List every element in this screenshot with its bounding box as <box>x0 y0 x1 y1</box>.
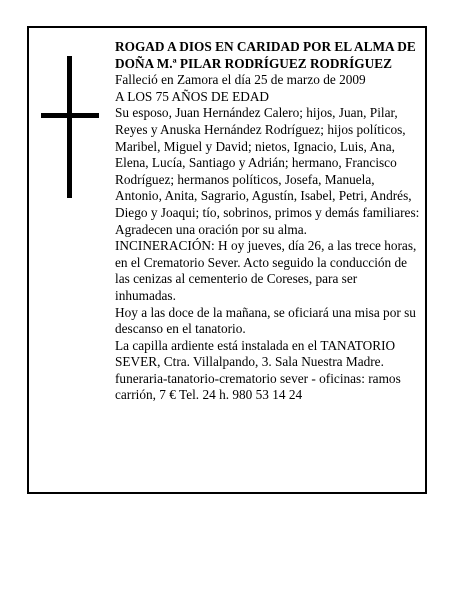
cross-vertical-bar <box>67 56 72 198</box>
prayer-line: Agradecen una oración por su alma. <box>115 221 307 237</box>
death-date-line: Falleció en Zamora el día 25 de marzo de 2009 <box>115 72 366 88</box>
family-paragraph: Su esposo, Juan Hernández Calero; hijos, Juan, Pilar, Reyes y Anuska Hernández Rodríguez; hijos políticos, Maribel, Miguel y David; nietos, Ignacio, Luis, Ana, Elena, Lucía, Santiago y Adrián; hermano, Francisco Rodríguez; hermanos políticos, Josefa, Manuela, Antonio, Anita, Sagrario, Agustín, Isabel, Petri, Andrés, Diego y Joaqui; tío, sobrinos, primos y demás familiares: <box>115 105 420 220</box>
notice-heading: ROGAD A DIOS EN CARIDAD POR EL ALMA DE DOÑA M.ª PILAR RODRÍGUEZ RODRÍGUEZ <box>115 39 416 71</box>
cross-icon <box>41 56 99 198</box>
notice-text <box>115 39 420 404</box>
obituary-notice <box>27 26 427 494</box>
cross-horizontal-bar <box>41 113 99 118</box>
funeral-home-line: funeraria-tanatorio-crematorio sever - oficinas: ramos carrión, 7 € Tel. 24 h. 980 53 14 24 <box>115 370 401 403</box>
mass-paragraph: Hoy a las doce de la mañana, se oficiará una misa por su descanso en el tanatorio. <box>115 304 416 337</box>
cremation-paragraph: INCINERACIÓN: H oy jueves, día 26, a las trece horas, en el Crematorio Sever. Acto seguido la conducción de las cenizas al cementerio de Coreses, para ser inhumadas. <box>115 238 417 303</box>
age-line: A LOS 75 AÑOS DE EDAD <box>115 88 270 104</box>
chapel-paragraph: La capilla ardiente está instalada en el TANATORIO SEVER, Ctra. Villalpando, 3. Sala Nuestra Madre. <box>115 337 396 370</box>
